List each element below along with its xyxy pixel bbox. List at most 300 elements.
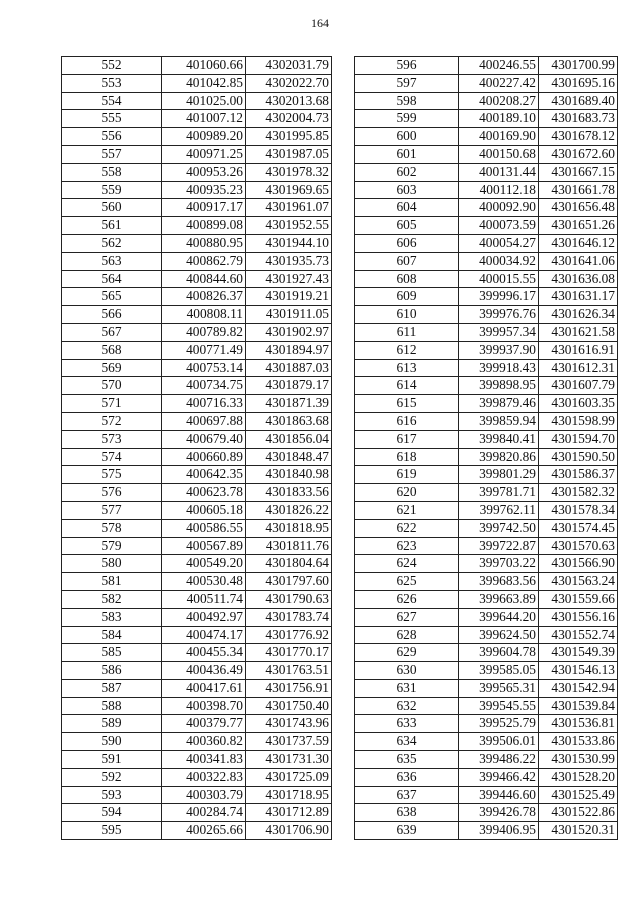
table-row: [62, 110, 332, 128]
table-row: [355, 74, 618, 92]
table-row: [62, 92, 332, 110]
table-row: [355, 163, 618, 181]
x-coordinate-cell: 400989.20: [162, 128, 246, 146]
point-number-cell: 621: [355, 501, 459, 519]
y-coordinate-cell: 4301863.68: [246, 412, 332, 430]
point-number-cell: 632: [355, 697, 459, 715]
y-coordinate-cell: 4301636.08: [539, 270, 618, 288]
x-coordinate-cell: 400322.83: [162, 768, 246, 786]
y-coordinate-cell: 4301689.40: [539, 92, 618, 110]
point-number-cell: 589: [62, 715, 162, 733]
point-number-cell: 631: [355, 679, 459, 697]
point-number-cell: 567: [62, 323, 162, 341]
y-coordinate-cell: 4301678.12: [539, 128, 618, 146]
table-row: [355, 217, 618, 235]
table-row: [62, 74, 332, 92]
y-coordinate-cell: 4301559.66: [539, 590, 618, 608]
y-coordinate-cell: 4302013.68: [246, 92, 332, 110]
x-coordinate-cell: 400169.90: [459, 128, 539, 146]
table-row: [62, 537, 332, 555]
table-row: [355, 537, 618, 555]
coordinates-table-left-body: [62, 57, 332, 840]
y-coordinate-cell: 4301894.97: [246, 341, 332, 359]
x-coordinate-cell: 400284.74: [162, 804, 246, 822]
y-coordinate-cell: 4301919.21: [246, 288, 332, 306]
x-coordinate-cell: 400642.35: [162, 466, 246, 484]
table-row: [355, 359, 618, 377]
y-coordinate-cell: 4301750.40: [246, 697, 332, 715]
x-coordinate-cell: 401060.66: [162, 57, 246, 75]
point-number-cell: 580: [62, 555, 162, 573]
point-number-cell: 588: [62, 697, 162, 715]
y-coordinate-cell: 4301840.98: [246, 466, 332, 484]
x-coordinate-cell: 399996.17: [459, 288, 539, 306]
table-row: [355, 145, 618, 163]
x-coordinate-cell: 399624.50: [459, 626, 539, 644]
x-coordinate-cell: 400549.20: [162, 555, 246, 573]
y-coordinate-cell: 4301646.12: [539, 234, 618, 252]
x-coordinate-cell: 399703.22: [459, 555, 539, 573]
table-row: [62, 644, 332, 662]
point-number-cell: 578: [62, 519, 162, 537]
x-coordinate-cell: 400917.17: [162, 199, 246, 217]
y-coordinate-cell: 4301525.49: [539, 786, 618, 804]
point-number-cell: 636: [355, 768, 459, 786]
x-coordinate-cell: 399879.46: [459, 395, 539, 413]
x-coordinate-cell: 400265.66: [162, 822, 246, 840]
x-coordinate-cell: 400511.74: [162, 590, 246, 608]
y-coordinate-cell: 4301582.32: [539, 484, 618, 502]
table-row: [355, 377, 618, 395]
table-row: [62, 733, 332, 751]
point-number-cell: 625: [355, 573, 459, 591]
y-coordinate-cell: 4301811.76: [246, 537, 332, 555]
point-number-cell: 629: [355, 644, 459, 662]
y-coordinate-cell: 4301626.34: [539, 306, 618, 324]
point-number-cell: 599: [355, 110, 459, 128]
point-number-cell: 584: [62, 626, 162, 644]
point-number-cell: 581: [62, 573, 162, 591]
point-number-cell: 554: [62, 92, 162, 110]
table-row: [355, 323, 618, 341]
table-row: [355, 679, 618, 697]
point-number-cell: 619: [355, 466, 459, 484]
y-coordinate-cell: 4301712.89: [246, 804, 332, 822]
x-coordinate-cell: 399722.87: [459, 537, 539, 555]
x-coordinate-cell: 400586.55: [162, 519, 246, 537]
x-coordinate-cell: 399525.79: [459, 715, 539, 733]
coordinates-table-right: [354, 56, 618, 840]
table-row: [355, 412, 618, 430]
x-coordinate-cell: 399683.56: [459, 573, 539, 591]
x-coordinate-cell: 399506.01: [459, 733, 539, 751]
table-row: [62, 751, 332, 769]
table-row: [355, 110, 618, 128]
y-coordinate-cell: 4301706.90: [246, 822, 332, 840]
x-coordinate-cell: 399604.78: [459, 644, 539, 662]
table-row: [62, 466, 332, 484]
x-coordinate-cell: 399859.94: [459, 412, 539, 430]
y-coordinate-cell: 4301536.81: [539, 715, 618, 733]
point-number-cell: 624: [355, 555, 459, 573]
table-row: [62, 555, 332, 573]
table-row: [62, 608, 332, 626]
point-number-cell: 622: [355, 519, 459, 537]
x-coordinate-cell: 399466.42: [459, 768, 539, 786]
x-coordinate-cell: 401042.85: [162, 74, 246, 92]
point-number-cell: 614: [355, 377, 459, 395]
y-coordinate-cell: 4301542.94: [539, 679, 618, 697]
table-row: [355, 306, 618, 324]
table-row: [355, 662, 618, 680]
point-number-cell: 598: [355, 92, 459, 110]
table-row: [355, 252, 618, 270]
table-row: [355, 768, 618, 786]
point-number-cell: 579: [62, 537, 162, 555]
y-coordinate-cell: 4301902.97: [246, 323, 332, 341]
point-number-cell: 608: [355, 270, 459, 288]
x-coordinate-cell: 399406.95: [459, 822, 539, 840]
x-coordinate-cell: 400826.37: [162, 288, 246, 306]
table-row: [62, 395, 332, 413]
point-number-cell: 585: [62, 644, 162, 662]
point-number-cell: 604: [355, 199, 459, 217]
x-coordinate-cell: 400899.08: [162, 217, 246, 235]
y-coordinate-cell: 4301804.64: [246, 555, 332, 573]
x-coordinate-cell: 399801.29: [459, 466, 539, 484]
table-row: [62, 270, 332, 288]
y-coordinate-cell: 4301818.95: [246, 519, 332, 537]
y-coordinate-cell: 4302031.79: [246, 57, 332, 75]
point-number-cell: 562: [62, 234, 162, 252]
x-coordinate-cell: 400227.42: [459, 74, 539, 92]
y-coordinate-cell: 4301533.86: [539, 733, 618, 751]
x-coordinate-cell: 400436.49: [162, 662, 246, 680]
y-coordinate-cell: 4301790.63: [246, 590, 332, 608]
table-row: [62, 786, 332, 804]
y-coordinate-cell: 4301935.73: [246, 252, 332, 270]
point-number-cell: 566: [62, 306, 162, 324]
x-coordinate-cell: 399742.50: [459, 519, 539, 537]
point-number-cell: 591: [62, 751, 162, 769]
point-number-cell: 638: [355, 804, 459, 822]
table-row: [355, 786, 618, 804]
point-number-cell: 603: [355, 181, 459, 199]
x-coordinate-cell: 400862.79: [162, 252, 246, 270]
point-number-cell: 557: [62, 145, 162, 163]
table-row: [62, 662, 332, 680]
y-coordinate-cell: 4301607.79: [539, 377, 618, 395]
y-coordinate-cell: 4301520.31: [539, 822, 618, 840]
table-row: [355, 270, 618, 288]
table-row: [62, 501, 332, 519]
x-coordinate-cell: 400303.79: [162, 786, 246, 804]
x-coordinate-cell: 400935.23: [162, 181, 246, 199]
y-coordinate-cell: 4301763.51: [246, 662, 332, 680]
table-row: [355, 822, 618, 840]
table-row: [62, 163, 332, 181]
page-number: 164: [311, 16, 329, 30]
table-row: [355, 288, 618, 306]
table-row: [355, 484, 618, 502]
x-coordinate-cell: 400492.97: [162, 608, 246, 626]
y-coordinate-cell: 4301848.47: [246, 448, 332, 466]
table-row: [62, 341, 332, 359]
y-coordinate-cell: 4301978.32: [246, 163, 332, 181]
x-coordinate-cell: 400398.70: [162, 697, 246, 715]
point-number-cell: 574: [62, 448, 162, 466]
x-coordinate-cell: 399663.89: [459, 590, 539, 608]
table-row: [355, 733, 618, 751]
y-coordinate-cell: 4301961.07: [246, 199, 332, 217]
x-coordinate-cell: 400567.89: [162, 537, 246, 555]
y-coordinate-cell: 4302004.73: [246, 110, 332, 128]
y-coordinate-cell: 4301743.96: [246, 715, 332, 733]
y-coordinate-cell: 4301552.74: [539, 626, 618, 644]
x-coordinate-cell: 400417.61: [162, 679, 246, 697]
y-coordinate-cell: 4301616.91: [539, 341, 618, 359]
table-row: [62, 252, 332, 270]
y-coordinate-cell: 4301695.16: [539, 74, 618, 92]
x-coordinate-cell: 400530.48: [162, 573, 246, 591]
table-row: [62, 145, 332, 163]
x-coordinate-cell: 399446.60: [459, 786, 539, 804]
point-number-cell: 572: [62, 412, 162, 430]
y-coordinate-cell: 4301826.22: [246, 501, 332, 519]
y-coordinate-cell: 4301661.78: [539, 181, 618, 199]
point-number-cell: 612: [355, 341, 459, 359]
point-number-cell: 570: [62, 377, 162, 395]
table-row: [355, 199, 618, 217]
x-coordinate-cell: 400246.55: [459, 57, 539, 75]
point-number-cell: 616: [355, 412, 459, 430]
y-coordinate-cell: 4301672.60: [539, 145, 618, 163]
table-row: [62, 519, 332, 537]
point-number-cell: 605: [355, 217, 459, 235]
point-number-cell: 592: [62, 768, 162, 786]
table-row: [355, 395, 618, 413]
x-coordinate-cell: 399644.20: [459, 608, 539, 626]
point-number-cell: 620: [355, 484, 459, 502]
table-row: [62, 697, 332, 715]
point-number-cell: 594: [62, 804, 162, 822]
point-number-cell: 569: [62, 359, 162, 377]
y-coordinate-cell: 4301578.34: [539, 501, 618, 519]
point-number-cell: 613: [355, 359, 459, 377]
table-row: [62, 590, 332, 608]
point-number-cell: 601: [355, 145, 459, 163]
x-coordinate-cell: 399585.05: [459, 662, 539, 680]
x-coordinate-cell: 399976.76: [459, 306, 539, 324]
y-coordinate-cell: 4301570.63: [539, 537, 618, 555]
y-coordinate-cell: 4301528.20: [539, 768, 618, 786]
table-row: [62, 626, 332, 644]
table-row: [355, 128, 618, 146]
point-number-cell: 568: [62, 341, 162, 359]
table-row: [355, 341, 618, 359]
y-coordinate-cell: 4301667.15: [539, 163, 618, 181]
point-number-cell: 637: [355, 786, 459, 804]
table-row: [62, 377, 332, 395]
x-coordinate-cell: 400015.55: [459, 270, 539, 288]
x-coordinate-cell: 400379.77: [162, 715, 246, 733]
y-coordinate-cell: 4301856.04: [246, 430, 332, 448]
table-row: [355, 715, 618, 733]
table-row: [62, 306, 332, 324]
x-coordinate-cell: 399937.90: [459, 341, 539, 359]
table-row: [355, 519, 618, 537]
y-coordinate-cell: 4302022.70: [246, 74, 332, 92]
table-row: [62, 359, 332, 377]
y-coordinate-cell: 4301756.91: [246, 679, 332, 697]
x-coordinate-cell: 399426.78: [459, 804, 539, 822]
table-row: [355, 466, 618, 484]
y-coordinate-cell: 4301776.92: [246, 626, 332, 644]
y-coordinate-cell: 4301546.13: [539, 662, 618, 680]
table-row: [62, 573, 332, 591]
x-coordinate-cell: 400092.90: [459, 199, 539, 217]
x-coordinate-cell: 400971.25: [162, 145, 246, 163]
y-coordinate-cell: 4301944.10: [246, 234, 332, 252]
point-number-cell: 575: [62, 466, 162, 484]
point-number-cell: 577: [62, 501, 162, 519]
y-coordinate-cell: 4301700.99: [539, 57, 618, 75]
y-coordinate-cell: 4301718.95: [246, 786, 332, 804]
y-coordinate-cell: 4301621.58: [539, 323, 618, 341]
y-coordinate-cell: 4301549.39: [539, 644, 618, 662]
table-row: [355, 573, 618, 591]
table-row: [62, 715, 332, 733]
y-coordinate-cell: 4301770.17: [246, 644, 332, 662]
y-coordinate-cell: 4301927.43: [246, 270, 332, 288]
point-number-cell: 639: [355, 822, 459, 840]
x-coordinate-cell: 400455.34: [162, 644, 246, 662]
point-number-cell: 634: [355, 733, 459, 751]
point-number-cell: 609: [355, 288, 459, 306]
point-number-cell: 602: [355, 163, 459, 181]
point-number-cell: 590: [62, 733, 162, 751]
point-number-cell: 571: [62, 395, 162, 413]
y-coordinate-cell: 4301987.05: [246, 145, 332, 163]
table-row: [62, 234, 332, 252]
coordinates-table-left: [61, 56, 332, 840]
table-row: [355, 92, 618, 110]
x-coordinate-cell: 400073.59: [459, 217, 539, 235]
point-number-cell: 560: [62, 199, 162, 217]
x-coordinate-cell: 400034.92: [459, 252, 539, 270]
point-number-cell: 627: [355, 608, 459, 626]
table-row: [355, 181, 618, 199]
table-row: [355, 590, 618, 608]
x-coordinate-cell: 400697.88: [162, 412, 246, 430]
table-row: [355, 644, 618, 662]
x-coordinate-cell: 400208.27: [459, 92, 539, 110]
y-coordinate-cell: 4301725.09: [246, 768, 332, 786]
point-number-cell: 610: [355, 306, 459, 324]
x-coordinate-cell: 400150.68: [459, 145, 539, 163]
table-row: [62, 430, 332, 448]
x-coordinate-cell: 400360.82: [162, 733, 246, 751]
x-coordinate-cell: 399545.55: [459, 697, 539, 715]
point-number-cell: 587: [62, 679, 162, 697]
x-coordinate-cell: 399565.31: [459, 679, 539, 697]
point-number-cell: 606: [355, 234, 459, 252]
x-coordinate-cell: 400131.44: [459, 163, 539, 181]
x-coordinate-cell: 399918.43: [459, 359, 539, 377]
table-row: [355, 697, 618, 715]
x-coordinate-cell: 400734.75: [162, 377, 246, 395]
x-coordinate-cell: 400953.26: [162, 163, 246, 181]
x-coordinate-cell: 399820.86: [459, 448, 539, 466]
x-coordinate-cell: 400716.33: [162, 395, 246, 413]
point-number-cell: 556: [62, 128, 162, 146]
x-coordinate-cell: 400189.10: [459, 110, 539, 128]
point-number-cell: 553: [62, 74, 162, 92]
point-number-cell: 617: [355, 430, 459, 448]
x-coordinate-cell: 400844.60: [162, 270, 246, 288]
table-row: [355, 448, 618, 466]
point-number-cell: 635: [355, 751, 459, 769]
x-coordinate-cell: 400474.17: [162, 626, 246, 644]
coordinates-table-right-body: [355, 57, 618, 840]
table-row: [355, 608, 618, 626]
point-number-cell: 626: [355, 590, 459, 608]
point-number-cell: 633: [355, 715, 459, 733]
point-number-cell: 600: [355, 128, 459, 146]
y-coordinate-cell: 4301887.03: [246, 359, 332, 377]
point-number-cell: 628: [355, 626, 459, 644]
x-coordinate-cell: 399957.34: [459, 323, 539, 341]
x-coordinate-cell: 399840.41: [459, 430, 539, 448]
point-number-cell: 565: [62, 288, 162, 306]
point-number-cell: 623: [355, 537, 459, 555]
y-coordinate-cell: 4301603.35: [539, 395, 618, 413]
y-coordinate-cell: 4301683.73: [539, 110, 618, 128]
y-coordinate-cell: 4301594.70: [539, 430, 618, 448]
x-coordinate-cell: 401007.12: [162, 110, 246, 128]
y-coordinate-cell: 4301631.17: [539, 288, 618, 306]
table-row: [355, 57, 618, 75]
table-row: [62, 822, 332, 840]
y-coordinate-cell: 4301556.16: [539, 608, 618, 626]
point-number-cell: 558: [62, 163, 162, 181]
point-number-cell: 597: [355, 74, 459, 92]
x-coordinate-cell: 399781.71: [459, 484, 539, 502]
x-coordinate-cell: 400808.11: [162, 306, 246, 324]
y-coordinate-cell: 4301566.90: [539, 555, 618, 573]
y-coordinate-cell: 4301522.86: [539, 804, 618, 822]
table-row: [62, 128, 332, 146]
x-coordinate-cell: 400753.14: [162, 359, 246, 377]
point-number-cell: 559: [62, 181, 162, 199]
table-row: [62, 199, 332, 217]
y-coordinate-cell: 4301783.74: [246, 608, 332, 626]
table-row: [62, 323, 332, 341]
x-coordinate-cell: 400771.49: [162, 341, 246, 359]
x-coordinate-cell: 400679.40: [162, 430, 246, 448]
table-row: [355, 430, 618, 448]
point-number-cell: 552: [62, 57, 162, 75]
point-number-cell: 630: [355, 662, 459, 680]
y-coordinate-cell: 4301952.55: [246, 217, 332, 235]
x-coordinate-cell: 399762.11: [459, 501, 539, 519]
x-coordinate-cell: 400054.27: [459, 234, 539, 252]
point-number-cell: 582: [62, 590, 162, 608]
point-number-cell: 563: [62, 252, 162, 270]
x-coordinate-cell: 400112.18: [459, 181, 539, 199]
point-number-cell: 615: [355, 395, 459, 413]
point-number-cell: 576: [62, 484, 162, 502]
